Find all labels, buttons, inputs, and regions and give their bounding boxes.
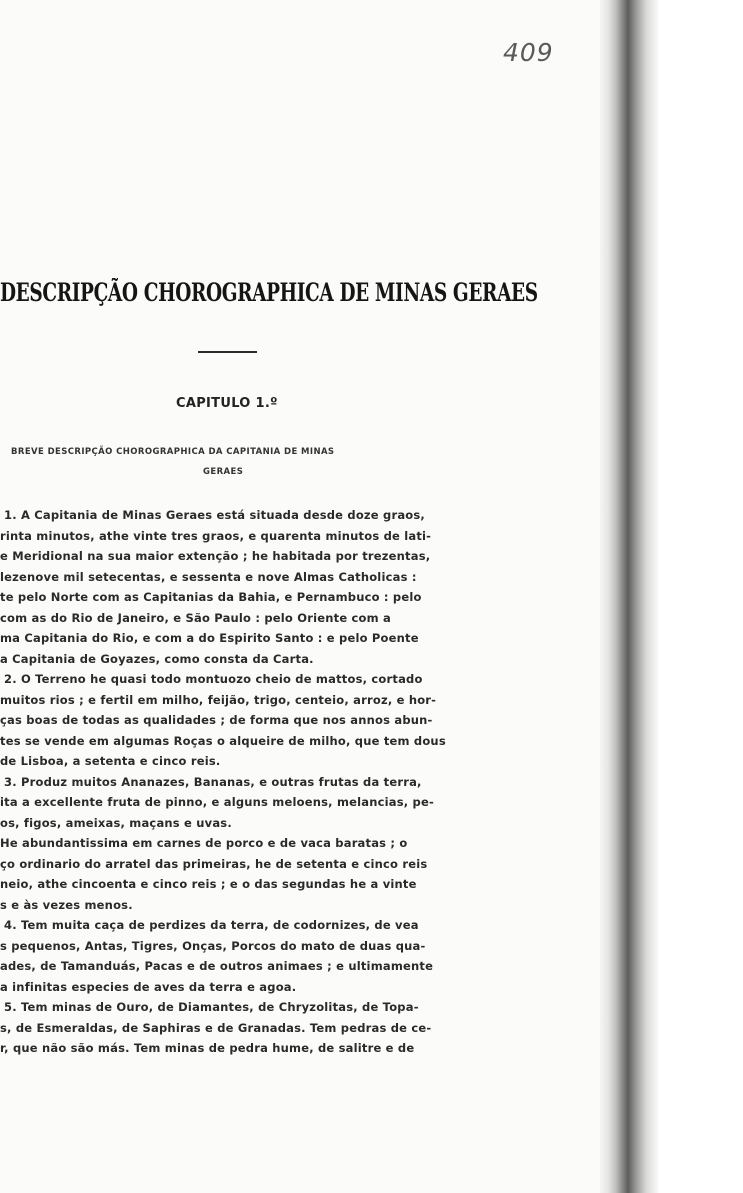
title-divider	[198, 351, 257, 353]
text-line: rinta minutos, athe vinte tres graos, e quarenta minutos de lati-	[0, 528, 432, 543]
text-line: tes se vende em algumas Roças o alqueire de milho, que tem dous	[0, 733, 446, 748]
text-line: 2. O Terreno he quasi todo montuozo cheio de mattos, cortado	[4, 672, 423, 686]
text-line: ades, de Tamanduás, Pacas e de outros animaes ; e ultimamente	[0, 959, 434, 973]
text-line: neio, athe cincoenta e cinco reis ; e o das segundas he a vinte	[0, 877, 417, 891]
text-line: ço ordinario do arratel das primeiras, he de setenta e cinco reis	[0, 856, 428, 871]
text-line: com as do Rio de Janeiro, e São Paulo : pelo Oriente com a	[0, 610, 391, 625]
page-number: 409	[503, 38, 554, 67]
chapter-subtitle-line-2: GERAES	[203, 467, 244, 477]
text-line: de Lisboa, a setenta e cinco reis.	[0, 754, 221, 768]
text-line: 3. Produz muitos Ananazes, Bananas, e outras frutas da terra,	[4, 774, 422, 789]
text-line: s pequenos, Antas, Tigres, Onças, Porcos do mato de duas qua-	[0, 938, 426, 953]
text-line: 5. Tem minas de Ouro, de Diamantes, de Chryzolitas, de Topa-	[4, 1000, 419, 1014]
text-line: a Capitania de Goyazes, como consta da Carta.	[0, 651, 314, 666]
text-line: ças boas de todas as qualidades ; de forma que nos annos abun-	[0, 713, 433, 727]
chapter-heading: CAPITULO 1.º	[176, 396, 278, 411]
text-line: os, figos, ameixas, maçans e uvas.	[0, 815, 232, 830]
text-line: s, de Esmeraldas, de Saphiras e de Granadas. Tem pedras de ce-	[0, 1020, 432, 1035]
text-line: muitos rios ; e fertil em milho, feijão, trigo, centeio, arroz, e hor-	[0, 692, 437, 707]
text-line: r, que não são más. Tem minas de pedra hume, de salitre e de	[0, 1041, 415, 1055]
chapter-subtitle-line-1: BREVE DESCRIPÇÃO CHOROGRAPHICA DA CAPITANIA DE MINAS	[11, 447, 335, 457]
book-binding-edge	[600, 0, 743, 1193]
text-line: ma Capitania do Rio, e com a do Espirito Santo : e pelo Poente	[0, 631, 419, 645]
text-line: a infinitas especies de aves da terra e agoa.	[0, 979, 297, 994]
text-line: lezenove mil setecentas, e sessenta e nove Almas Catholicas :	[0, 569, 417, 584]
page-title: DESCRIPÇÃO CHOROGRAPHICA DE MINAS GERAES	[0, 278, 538, 307]
text-line: s e às vezes menos.	[0, 897, 133, 912]
text-line: 1. A Capitania de Minas Geraes está situada desde doze graos,	[4, 508, 425, 522]
text-line: ita a excellente fruta de pinno, e alguns meloens, melancias, pe-	[0, 795, 434, 809]
text-line: e Meridional na sua maior extenção ; he habitada por trezentas,	[0, 549, 431, 563]
text-line: 4. Tem muita caça de perdizes da terra, de codornizes, de vea	[4, 918, 419, 932]
text-line: He abundantissima em carnes de porco e de vaca baratas ; o	[0, 836, 408, 850]
text-line: te pelo Norte com as Capitanias da Bahia, e Pernambuco : pelo	[0, 590, 422, 604]
